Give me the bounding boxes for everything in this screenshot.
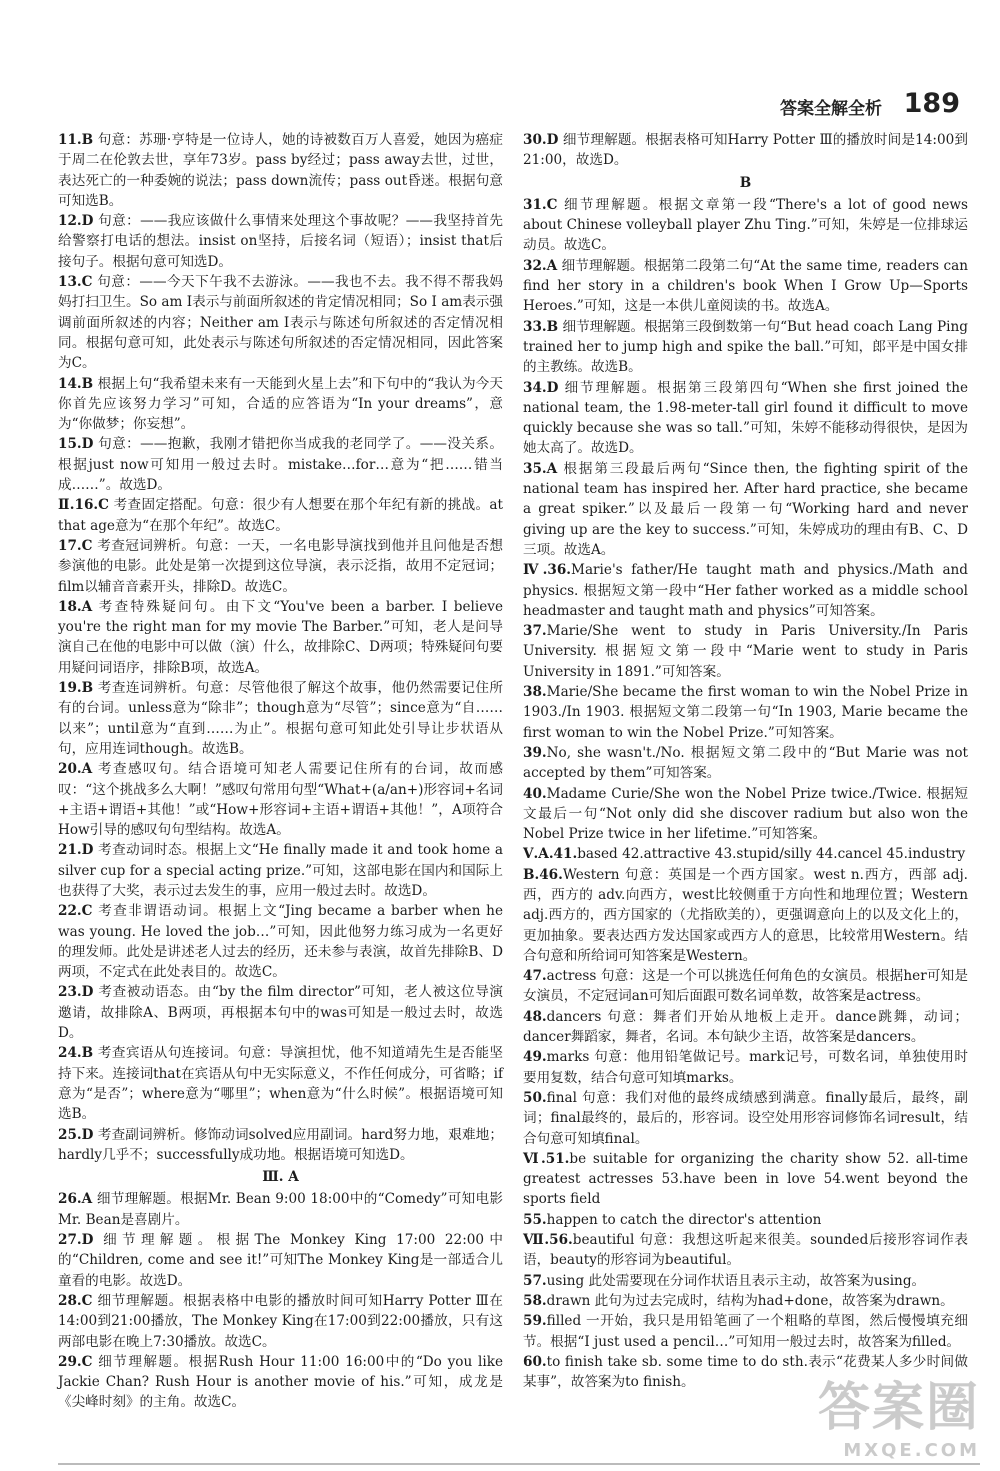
answer-explanation: 细节理解题。根据文章第一段“There's a lot of good news about Chinese volleyball player Zhu Ting.”可知，朱婷是一位排球运动员。故选C。 — [523, 196, 968, 254]
answer-entry — [523, 1271, 968, 1291]
answer-entry — [58, 1125, 503, 1166]
answer-entry — [523, 195, 968, 256]
answer-explanation: 细节理解题。根据第三段第四句“When she first joined the national team, the 1.98-meter-tall girl found it difficult to move quickly because she was so tall.”可知，朱婷不能移动得很快，是因为她太高了。故选D。 — [523, 379, 968, 457]
answer-entry — [523, 743, 968, 784]
answer-entry — [523, 560, 968, 621]
answer-explanation: to finish take sb. some time to do sth.表示“花费某人多少时间做某事”，故答案为to finish。 — [523, 1353, 968, 1391]
answer-entry — [523, 1047, 968, 1088]
answer-explanation: 考查冠词辨析。句意：一天，一名电影导演找到他并且问他是否想参演他的电影。此处是第一次提到这位导演，表示泛指，故用不定冠词；film以辅音音素开头，排除D。故选C。 — [58, 537, 503, 595]
answer-entry — [523, 1230, 968, 1271]
answer-number: 30.D — [523, 132, 559, 148]
answer-number: 12.D — [58, 213, 94, 230]
answer-number: 57. — [523, 1272, 547, 1289]
answer-explanation: based 42.attractive 43.stupid/silly 44.cancel 45.industry — [577, 846, 966, 863]
answer-number: 19.B — [58, 680, 94, 697]
answer-explanation: 细节理解题。根据表格可知Harry Potter Ⅲ的播放时间是14:00到21:00，故选D。 — [523, 132, 968, 169]
answer-explanation: 细节理解题。根据Rush Hour 11:00 16:00中的“Do you like Jackie Chan? Rush Hour is another movie of his.”可知，成龙是《尖峰时刻》的主角。故选C。 — [58, 1353, 503, 1411]
answer-explanation: beautiful 句意：我想这听起来很美。sounded后接形容词作表语，beauty的形容词为beautiful。 — [523, 1232, 968, 1269]
answer-entry — [58, 678, 503, 759]
answer-number: 35.A — [523, 460, 558, 477]
watermark-url: MXQE.COM — [843, 1440, 980, 1461]
answer-entry — [58, 1043, 503, 1124]
answer-entry — [58, 1189, 503, 1230]
answer-explanation: 根据上句“我希望未来有一天能到火星上去”和下句中的“我认为今天你首先应该努力学习”可知，合适的应答语为“In your dreams”，意为“你做梦；你妄想”。 — [58, 375, 503, 433]
answer-number: 27.D — [58, 1232, 94, 1249]
section-heading: B — [739, 174, 752, 191]
answer-explanation: 考查宾语从句连接词。句意：导演担忧，他不知道靖先生是否能坚持下来。连接词that在宾语从句中无实际意义，不作任何成分，可省略；if意为“是否”；where意为“哪里”；when意为“什么时候”。根据语境可知选B。 — [58, 1045, 503, 1123]
watermark-logo — [818, 1365, 980, 1461]
answer-number: 47. — [523, 968, 547, 985]
answer-explanation: Marie/She went to study in Paris University./In Paris University. 根据短文第一段中“Marie went to study in Paris University in 1891.”可知答案。 — [523, 623, 968, 680]
answer-entry — [58, 901, 503, 982]
bottom-rule — [58, 1463, 980, 1465]
answer-number: 17.C — [58, 537, 93, 554]
answer-number: 20.A — [58, 761, 93, 778]
answer-number: 59. — [523, 1313, 547, 1330]
answer-explanation: be suitable for organizing the charity show 52. all-time greatest actresses 53.have been in love 54.went beyond the sports field — [523, 1150, 969, 1208]
answer-number: 11.B — [58, 132, 94, 148]
right-column — [523, 130, 968, 1413]
answer-entry — [523, 865, 968, 966]
answer-number: 15.D — [58, 436, 94, 453]
answer-explanation: drawn 此句为过去完成时，结构为had+done，故答案为drawn。 — [546, 1292, 954, 1309]
left-column — [58, 130, 503, 1413]
answer-entry — [523, 256, 968, 317]
answer-number: 55. — [523, 1211, 547, 1228]
answer-explanation: 句意：苏珊·亨特是一位诗人，她的诗被数百万人喜爱，她因为癌症于周二在伦敦去世，享年73岁。pass by经过；pass away去世，过世，表达死亡的一种委婉的说法；pass down流传；pass out昏迷。根据句意可知选B。 — [58, 132, 503, 209]
answer-explanation: 考查被动语态。由“by the film director”可知，老人被这位导演邀请，故排除A、B两项，再根据本句中的was可知是一般过去时，故选D。 — [58, 984, 503, 1042]
answer-entry — [523, 966, 968, 1007]
answer-entry — [58, 1352, 503, 1413]
answer-explanation: Marie/She became the first woman to win the Nobel Prize in 1903./In 1903. 根据短文第二段第一句“In 1903, Marie became the first woman to win the Nobel Prize.”可知答案。 — [523, 684, 968, 741]
answer-explanation: final 句意：我们对他的最终成绩感到满意。finally最后，最终，副词；final最终的，最后的，形容词。设空处用形容词修饰名词result，结合句意可知填final。 — [523, 1089, 968, 1147]
answer-explanation: filled 一开始，我只是用铅笔画了一个粗略的草图，然后慢慢填充细节。根据“I just used a pencil…”可知用一般过去时，故答案为filled。 — [523, 1313, 968, 1350]
answer-explanation: Madame Curie/She won the Nobel Prize twice./Twice. 根据短文最后一句“Not only did she discover radium but also won the Nobel Prize twice in her lifetime.”可知答案。 — [523, 785, 968, 843]
answer-explanation: 考查特殊疑问句。由下文“You've been a barber. I believe you're the right man for my movie The Barber.”可知，老人是问导演自己在他的电影中可以做（演）什么，故排除C、D两项；特殊疑问句要用疑问词语序，排除B项，故选A。 — [58, 598, 503, 676]
answer-entry — [523, 844, 968, 864]
answer-number: 23.D — [58, 984, 94, 1001]
answer-entry — [58, 130, 503, 211]
answer-explanation: 句意：——抱歉，我刚才错把你当成我的老同学了。——没关系。根据just now可知用一般过去时。mistake…for…意为“把……错当成……”。故选D。 — [58, 436, 503, 494]
answer-entry — [523, 1149, 968, 1210]
answer-number: 50. — [523, 1089, 547, 1106]
answer-explanation: 细节理解题。根据表格中电影的播放时间可知Harry Potter Ⅲ在14:00到21:00播放，The Monkey King在17:00到22:00播放，只有这两部电影在晚上7:30播放。故选C。 — [58, 1292, 503, 1350]
answer-explanation: using 此处需要现在分词作状语且表示主动，故答案为using。 — [546, 1272, 926, 1289]
page-number: 189 — [903, 88, 960, 119]
answer-entry — [523, 378, 968, 459]
watermark-text: 答案圈 — [817, 1378, 980, 1438]
answer-number: 37. — [523, 623, 547, 640]
answer-entry — [58, 374, 503, 435]
answer-number: 24.B — [58, 1045, 94, 1062]
answer-number: 29.C — [58, 1353, 93, 1370]
answer-number: Ⅵ.51. — [523, 1150, 570, 1167]
answer-entry — [58, 840, 503, 901]
answer-entry — [523, 130, 968, 171]
answer-entry — [58, 536, 503, 597]
answer-number: Ⅶ.56. — [523, 1232, 573, 1249]
answer-explanation: 细节理解题。根据Mr. Bean 9:00 18:00中的“Comedy”可知电影Mr. Bean是喜剧片。 — [58, 1191, 503, 1228]
answer-explanation: 考查副词辨析。修饰动词solved应用副词。hard努力地，艰难地；hardly几乎不；successfully成功地。根据语境可知选D。 — [58, 1126, 503, 1163]
answer-explanation: 细节理解题。根据第二段第二句“At the same time, readers can find her story in a children's book When I Grow Up—Sports Heroes.”可知，这是一本供儿童阅读的书。故选A。 — [523, 257, 968, 315]
answer-entry — [58, 272, 503, 373]
answer-explanation: 细节理解题。根据第三段倒数第一句“But head coach Lang Ping trained her to jump high and spike the ball.”可知，郎平是中国女排的主教练。故选B。 — [523, 318, 968, 376]
answer-explanation: Marie's father/He taught math and physics./Math and physics. 根据短文第一段中“Her father worked as a middle school headmaster and taught math and physics”可知答案。 — [523, 562, 969, 619]
answer-explanation: 考查连词辨析。句意：尽管他很了解这个故事，他仍然需要记住所有的台词。unless意为“除非”；though意为“尽管”；since意为“自……以来”；until意为“直到……为止”。根据句意可知此处引导让步状语从句，应用连词though。故选B。 — [58, 680, 503, 757]
answer-number: 21.D — [58, 842, 94, 859]
answer-explanation: dancers 句意：舞者们开始从地板上走开。dance跳舞，动词；dancer舞蹈家，舞者，名词。本句缺少主语，故答案是dancers。 — [523, 1008, 968, 1046]
answer-number: 22.C — [58, 903, 93, 920]
answer-number: 26.A — [58, 1191, 93, 1208]
answer-explanation: happen to catch the director's attention — [546, 1211, 822, 1228]
answer-entry — [523, 621, 968, 682]
answer-number: 28.C — [58, 1292, 93, 1309]
answer-explanation: 考查非谓语动词。根据上文“Jing became a barber when he was young. He loved the job…”可知，因此他努力练习成为一名更好的理发师。此处是讲述老人过去的经历，还未参与表演，故首先排除B、D两项，不定式在此处表目的。故选C。 — [58, 903, 503, 981]
answer-number: 14.B — [58, 375, 94, 392]
answer-explanation: No, she wasn't./No. 根据短文第二段中的“But Marie was not accepted by them”可知答案。 — [523, 744, 968, 782]
answer-number: 40. — [523, 785, 547, 802]
answer-number: Ⅳ.36. — [523, 562, 572, 579]
answer-entry — [58, 1291, 503, 1352]
answer-explanation: 考查感叹句。结合语境可知老人需要记住所有的台词，故而感叹：“这个挑战多么大啊！”感叹句常用句型“What+(a/an+)形容词+名词+主语+谓语+其他！”或“How+形容词+主语+谓语+其他！”，A项符合How引导的感叹句句型结构。故选A。 — [58, 761, 503, 839]
answer-number: 34.D — [523, 379, 559, 396]
answer-number: 38. — [523, 684, 547, 701]
answer-entry — [58, 434, 503, 495]
answer-explanation: 细节理解题。根据The Monkey King 17:00 22:00中的“Children, come and see it!”可知The Monkey King是一部适合儿童看的电影。故选D。 — [58, 1232, 503, 1289]
section-heading: Ⅲ. A — [262, 1169, 299, 1186]
answer-entry — [523, 459, 968, 560]
answer-explanation: Western 句意：英国是一个西方国家。west n.西方，西部 adj.西，西方的 adv.向西方，west比较侧重于方向性和地理位置；Western adj.西方的，西方国家的（尤指欧美的），更强调意向上的以及文化上的，更加抽象。要表达西方发达国家或西方人的意思，比较常用Western。结合句意和所给词可知答案是Western。 — [523, 866, 968, 964]
answer-entry — [523, 1007, 968, 1048]
answer-entry — [523, 1311, 968, 1352]
answer-number: 31.C — [523, 196, 558, 213]
header-title: 答案全解全析 — [780, 99, 882, 119]
answer-explanation: 考查动词时态。根据上文“He finally made it and took home a silver cup for a special acting prize.”可知，这部电影在国内和国际上也获得了大奖，表示过去发生的事，应用一般过去时。故选D。 — [58, 842, 503, 899]
answer-entry — [523, 682, 968, 743]
answer-number: Ⅴ.A.41. — [523, 846, 578, 863]
answer-number: 33.B — [523, 318, 559, 335]
answer-number: B.46. — [523, 866, 563, 883]
answer-number: 60. — [523, 1353, 547, 1370]
answer-explanation: actress 句意：这是一个可以挑选任何角色的女演员。根据her可知是女演员，不定冠词an可知后面跟可数名词单数，故答案是actress。 — [523, 968, 968, 1005]
answer-explanation: 考查固定搭配。句意：很少有人想要在那个年纪有新的挑战。at that age意为“在那个年纪”。故选C。 — [58, 497, 503, 534]
answer-explanation: marks 句意：他用铅笔做记号。mark记号，可数名词，单独使用时要用复数，结合句意可知填marks。 — [523, 1049, 968, 1086]
answer-entry — [58, 495, 503, 536]
page-header — [40, 88, 960, 124]
answer-number: Ⅱ.16.C — [58, 497, 109, 514]
answer-entry — [523, 1291, 968, 1311]
answer-number: 49. — [523, 1049, 547, 1066]
answer-entry — [523, 784, 968, 845]
answer-number: 39. — [523, 744, 547, 761]
answer-columns — [58, 130, 968, 1413]
answer-entry — [523, 1088, 968, 1149]
answer-number: 48. — [523, 1008, 547, 1025]
answer-number: 32.A — [523, 257, 558, 274]
answer-number: 25.D — [58, 1126, 94, 1143]
answer-entry — [523, 317, 968, 378]
answer-explanation: 句意：——我应该做什么事情来处理这个事故呢？——我坚持首先给警察打电话的想法。insist on坚持，后接名词（短语）；insist that后接句子。根据句意可知选D。 — [58, 213, 503, 270]
answer-entry — [58, 982, 503, 1043]
answer-number: 13.C — [58, 274, 93, 291]
answer-entry — [523, 1210, 968, 1230]
answer-explanation: 根据第三段最后两句“Since then, the fighting spirit of the national team has inspired her. After hard practice, she became a great spiker.”以及最后一段第一句“Working hard and never giving up are the key to success.”可知，朱婷成功的理由有B、C、D三项。故选A。 — [523, 460, 968, 558]
answer-number: 18.A — [58, 598, 93, 615]
answer-entry — [58, 597, 503, 678]
answer-entry — [58, 759, 503, 840]
answer-entry — [58, 211, 503, 272]
answer-number: 58. — [523, 1292, 547, 1309]
answer-entry — [58, 1230, 503, 1291]
answer-explanation: 句意：——今天下午我不去游泳。——我也不去。我不得不帮我妈妈打扫卫生。So am I表示与前面所叙述的肯定情况相同；So I am表示强调前面所叙述的内容；Neither am I表示与陈述句所叙述的否定情况相同。根据句意可知，此处表示与陈述句所叙述的否定情况相同，因此答案为C。 — [58, 274, 503, 372]
